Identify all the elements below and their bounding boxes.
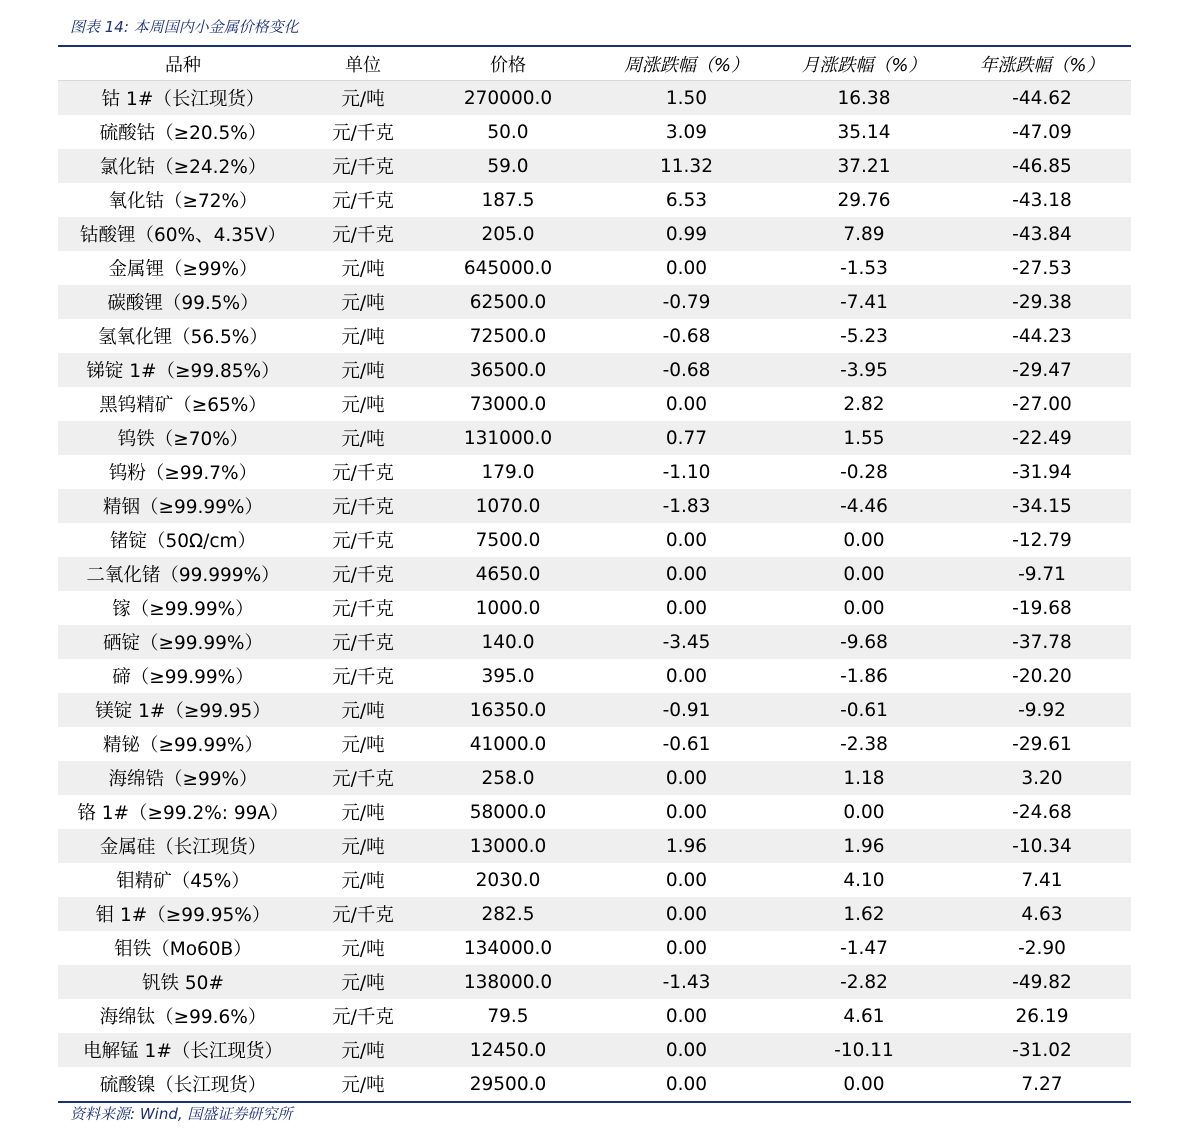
cell-unit: 元/吨 [308, 965, 418, 999]
cell-unit: 元/千克 [308, 761, 418, 795]
cell-unit: 元/吨 [308, 727, 418, 761]
table-row [58, 217, 1131, 251]
cell-yearly-change: -29.47 [953, 353, 1131, 387]
table-row [58, 727, 1131, 761]
cell-monthly-change: 1.55 [775, 421, 953, 455]
cell-yearly-change: -44.62 [953, 81, 1131, 116]
cell-variety: 黑钨精矿（≥65%） [58, 387, 308, 421]
table-row [58, 931, 1131, 965]
cell-unit: 元/吨 [308, 285, 418, 319]
header-weekly-change: 周涨跌幅（%） [598, 47, 775, 81]
cell-yearly-change: 7.27 [953, 1067, 1131, 1101]
cell-price: 140.0 [418, 625, 598, 659]
cell-monthly-change: 0.00 [775, 591, 953, 625]
cell-variety: 钨粉（≥99.7%） [58, 455, 308, 489]
cell-monthly-change: -0.28 [775, 455, 953, 489]
cell-yearly-change: -27.00 [953, 387, 1131, 421]
cell-unit: 元/吨 [308, 81, 418, 116]
table-row [58, 149, 1131, 183]
cell-unit: 元/千克 [308, 149, 418, 183]
cell-unit: 元/吨 [308, 421, 418, 455]
cell-unit: 元/千克 [308, 897, 418, 931]
cell-unit: 元/千克 [308, 659, 418, 693]
cell-weekly-change: 0.00 [598, 591, 775, 625]
cell-monthly-change: 7.89 [775, 217, 953, 251]
cell-variety: 钒铁 50# [58, 965, 308, 999]
cell-price: 2030.0 [418, 863, 598, 897]
cell-price: 187.5 [418, 183, 598, 217]
cell-price: 1070.0 [418, 489, 598, 523]
cell-unit: 元/吨 [308, 931, 418, 965]
table-row [58, 829, 1131, 863]
cell-weekly-change: 0.00 [598, 659, 775, 693]
cell-monthly-change: 2.82 [775, 387, 953, 421]
cell-yearly-change: 7.41 [953, 863, 1131, 897]
cell-price: 4650.0 [418, 557, 598, 591]
cell-yearly-change: -47.09 [953, 115, 1131, 149]
cell-variety: 锑锭 1#（≥99.85%） [58, 353, 308, 387]
cell-monthly-change: 4.10 [775, 863, 953, 897]
cell-weekly-change: 0.00 [598, 795, 775, 829]
cell-monthly-change: -7.41 [775, 285, 953, 319]
table-row [58, 285, 1131, 319]
table-row [58, 965, 1131, 999]
cell-weekly-change: 0.00 [598, 1067, 775, 1101]
cell-variety: 硒锭（≥99.99%） [58, 625, 308, 659]
cell-price: 138000.0 [418, 965, 598, 999]
cell-monthly-change: -9.68 [775, 625, 953, 659]
cell-yearly-change: -9.71 [953, 557, 1131, 591]
cell-weekly-change: -3.45 [598, 625, 775, 659]
table-row [58, 115, 1131, 149]
cell-yearly-change: -19.68 [953, 591, 1131, 625]
figure-caption: 图表 14: 本周国内小金属价格变化 [70, 18, 299, 36]
cell-unit: 元/千克 [308, 591, 418, 625]
cell-yearly-change: 3.20 [953, 761, 1131, 795]
cell-yearly-change: 26.19 [953, 999, 1131, 1033]
cell-unit: 元/吨 [308, 693, 418, 727]
cell-weekly-change: 1.50 [598, 81, 775, 116]
cell-weekly-change: 0.99 [598, 217, 775, 251]
cell-variety: 海绵钛（≥99.6%） [58, 999, 308, 1033]
header-monthly-change: 月涨跌幅（%） [775, 47, 953, 81]
cell-monthly-change: -1.47 [775, 931, 953, 965]
cell-monthly-change: 16.38 [775, 81, 953, 116]
cell-weekly-change: 11.32 [598, 149, 775, 183]
cell-monthly-change: 1.62 [775, 897, 953, 931]
cell-price: 134000.0 [418, 931, 598, 965]
cell-weekly-change: 0.00 [598, 251, 775, 285]
cell-weekly-change: 3.09 [598, 115, 775, 149]
cell-price: 58000.0 [418, 795, 598, 829]
header-price: 价格 [418, 47, 598, 81]
cell-unit: 元/千克 [308, 455, 418, 489]
cell-monthly-change: 0.00 [775, 795, 953, 829]
cell-price: 72500.0 [418, 319, 598, 353]
header-yearly-change: 年涨跌幅（%） [953, 47, 1131, 81]
cell-monthly-change: 0.00 [775, 557, 953, 591]
cell-weekly-change: 0.00 [598, 999, 775, 1033]
cell-price: 36500.0 [418, 353, 598, 387]
cell-variety: 钨铁（≥70%） [58, 421, 308, 455]
table-row [58, 81, 1131, 116]
cell-variety: 钼精矿（45%） [58, 863, 308, 897]
cell-yearly-change: -49.82 [953, 965, 1131, 999]
table-row [58, 795, 1131, 829]
cell-variety: 金属锂（≥99%） [58, 251, 308, 285]
cell-weekly-change: 0.00 [598, 897, 775, 931]
cell-price: 270000.0 [418, 81, 598, 116]
table-row [58, 353, 1131, 387]
cell-weekly-change: 0.00 [598, 863, 775, 897]
cell-variety: 海绵锆（≥99%） [58, 761, 308, 795]
cell-yearly-change: -31.94 [953, 455, 1131, 489]
cell-monthly-change: 0.00 [775, 523, 953, 557]
table-row [58, 251, 1131, 285]
table-row [58, 897, 1131, 931]
cell-weekly-change: -0.79 [598, 285, 775, 319]
cell-weekly-change: -0.61 [598, 727, 775, 761]
cell-weekly-change: 0.00 [598, 387, 775, 421]
cell-price: 79.5 [418, 999, 598, 1033]
cell-yearly-change: -9.92 [953, 693, 1131, 727]
cell-unit: 元/千克 [308, 557, 418, 591]
table-row [58, 183, 1131, 217]
cell-weekly-change: 0.00 [598, 1033, 775, 1067]
cell-unit: 元/千克 [308, 625, 418, 659]
cell-price: 29500.0 [418, 1067, 598, 1101]
cell-yearly-change: -27.53 [953, 251, 1131, 285]
cell-yearly-change: -2.90 [953, 931, 1131, 965]
cell-yearly-change: -37.78 [953, 625, 1131, 659]
cell-price: 16350.0 [418, 693, 598, 727]
cell-unit: 元/千克 [308, 217, 418, 251]
table-row [58, 693, 1131, 727]
table-row [58, 523, 1131, 557]
cell-price: 41000.0 [418, 727, 598, 761]
cell-variety: 电解锰 1#（长江现货） [58, 1033, 308, 1067]
cell-weekly-change: 0.00 [598, 931, 775, 965]
cell-unit: 元/吨 [308, 795, 418, 829]
cell-price: 50.0 [418, 115, 598, 149]
cell-yearly-change: -29.61 [953, 727, 1131, 761]
cell-yearly-change: -46.85 [953, 149, 1131, 183]
cell-monthly-change: 29.76 [775, 183, 953, 217]
cell-unit: 元/吨 [308, 387, 418, 421]
cell-price: 1000.0 [418, 591, 598, 625]
table-row [58, 489, 1131, 523]
cell-price: 395.0 [418, 659, 598, 693]
cell-unit: 元/吨 [308, 863, 418, 897]
cell-variety: 氯化钴（≥24.2%） [58, 149, 308, 183]
cell-variety: 锗锭（50Ω/cm） [58, 523, 308, 557]
cell-yearly-change: -34.15 [953, 489, 1131, 523]
table-row [58, 659, 1131, 693]
cell-unit: 元/千克 [308, 489, 418, 523]
cell-variety: 碳酸锂（99.5%） [58, 285, 308, 319]
source-note: 资料来源: Wind, 国盛证券研究所 [70, 1105, 293, 1123]
cell-variety: 碲（≥99.99%） [58, 659, 308, 693]
cell-variety: 精铋（≥99.99%） [58, 727, 308, 761]
cell-unit: 元/吨 [308, 829, 418, 863]
cell-monthly-change: -3.95 [775, 353, 953, 387]
table-row [58, 421, 1131, 455]
cell-yearly-change: -43.84 [953, 217, 1131, 251]
cell-monthly-change: -10.11 [775, 1033, 953, 1067]
cell-weekly-change: 0.00 [598, 557, 775, 591]
table-row [58, 761, 1131, 795]
cell-weekly-change: 0.00 [598, 523, 775, 557]
cell-yearly-change: -29.38 [953, 285, 1131, 319]
header-unit: 单位 [308, 47, 418, 81]
cell-weekly-change: 6.53 [598, 183, 775, 217]
cell-price: 131000.0 [418, 421, 598, 455]
cell-variety: 金属硅（长江现货） [58, 829, 308, 863]
cell-yearly-change: -22.49 [953, 421, 1131, 455]
cell-yearly-change: -43.18 [953, 183, 1131, 217]
cell-weekly-change: 0.00 [598, 761, 775, 795]
table-row [58, 387, 1131, 421]
cell-unit: 元/吨 [308, 251, 418, 285]
metal-price-table [58, 47, 1131, 1101]
cell-price: 645000.0 [418, 251, 598, 285]
cell-price: 205.0 [418, 217, 598, 251]
cell-price: 73000.0 [418, 387, 598, 421]
cell-variety: 硫酸镍（长江现货） [58, 1067, 308, 1101]
cell-yearly-change: -44.23 [953, 319, 1131, 353]
cell-monthly-change: 35.14 [775, 115, 953, 149]
cell-variety: 二氧化锗（99.999%） [58, 557, 308, 591]
table-row [58, 1033, 1131, 1067]
cell-unit: 元/千克 [308, 999, 418, 1033]
cell-weekly-change: -1.43 [598, 965, 775, 999]
cell-weekly-change: -0.68 [598, 353, 775, 387]
table-row [58, 591, 1131, 625]
cell-monthly-change: -4.46 [775, 489, 953, 523]
cell-monthly-change: 1.18 [775, 761, 953, 795]
cell-yearly-change: -20.20 [953, 659, 1131, 693]
cell-yearly-change: 4.63 [953, 897, 1131, 931]
cell-unit: 元/千克 [308, 183, 418, 217]
cell-variety: 氢氧化锂（56.5%） [58, 319, 308, 353]
header-variety: 品种 [58, 47, 308, 81]
cell-weekly-change: 0.77 [598, 421, 775, 455]
cell-yearly-change: -12.79 [953, 523, 1131, 557]
cell-variety: 镓（≥99.99%） [58, 591, 308, 625]
cell-variety: 钼铁（Mo60B） [58, 931, 308, 965]
cell-monthly-change: -2.82 [775, 965, 953, 999]
cell-price: 12450.0 [418, 1033, 598, 1067]
cell-variety: 钴酸锂（60%、4.35V） [58, 217, 308, 251]
cell-monthly-change: 0.00 [775, 1067, 953, 1101]
cell-weekly-change: -0.68 [598, 319, 775, 353]
cell-price: 258.0 [418, 761, 598, 795]
cell-variety: 钼 1#（≥99.95%） [58, 897, 308, 931]
cell-yearly-change: -10.34 [953, 829, 1131, 863]
cell-monthly-change: 37.21 [775, 149, 953, 183]
cell-weekly-change: -1.83 [598, 489, 775, 523]
table-row [58, 625, 1131, 659]
cell-price: 7500.0 [418, 523, 598, 557]
cell-weekly-change: -0.91 [598, 693, 775, 727]
table-row [58, 863, 1131, 897]
cell-monthly-change: 4.61 [775, 999, 953, 1033]
cell-monthly-change: -2.38 [775, 727, 953, 761]
cell-variety: 氧化钴（≥72%） [58, 183, 308, 217]
table-body [58, 81, 1131, 1102]
cell-weekly-change: -1.10 [598, 455, 775, 489]
cell-yearly-change: -31.02 [953, 1033, 1131, 1067]
table-row [58, 999, 1131, 1033]
cell-weekly-change: 1.96 [598, 829, 775, 863]
table-header-row [58, 47, 1131, 81]
cell-variety: 镁锭 1#（≥99.95） [58, 693, 308, 727]
table-row [58, 1067, 1131, 1101]
cell-price: 62500.0 [418, 285, 598, 319]
table-row [58, 455, 1131, 489]
cell-price: 59.0 [418, 149, 598, 183]
cell-monthly-change: 1.96 [775, 829, 953, 863]
cell-monthly-change: -1.53 [775, 251, 953, 285]
cell-variety: 钴 1#（长江现货） [58, 81, 308, 116]
table-row [58, 319, 1131, 353]
cell-monthly-change: -0.61 [775, 693, 953, 727]
cell-price: 13000.0 [418, 829, 598, 863]
cell-monthly-change: -5.23 [775, 319, 953, 353]
cell-unit: 元/吨 [308, 1067, 418, 1101]
cell-variety: 精铟（≥99.99%） [58, 489, 308, 523]
cell-yearly-change: -24.68 [953, 795, 1131, 829]
cell-unit: 元/千克 [308, 523, 418, 557]
cell-unit: 元/吨 [308, 1033, 418, 1067]
cell-monthly-change: -1.86 [775, 659, 953, 693]
cell-unit: 元/吨 [308, 319, 418, 353]
cell-variety: 铬 1#（≥99.2%: 99A） [58, 795, 308, 829]
cell-unit: 元/吨 [308, 353, 418, 387]
cell-variety: 硫酸钴（≥20.5%） [58, 115, 308, 149]
table-row [58, 557, 1131, 591]
cell-price: 179.0 [418, 455, 598, 489]
cell-price: 282.5 [418, 897, 598, 931]
cell-unit: 元/千克 [308, 115, 418, 149]
